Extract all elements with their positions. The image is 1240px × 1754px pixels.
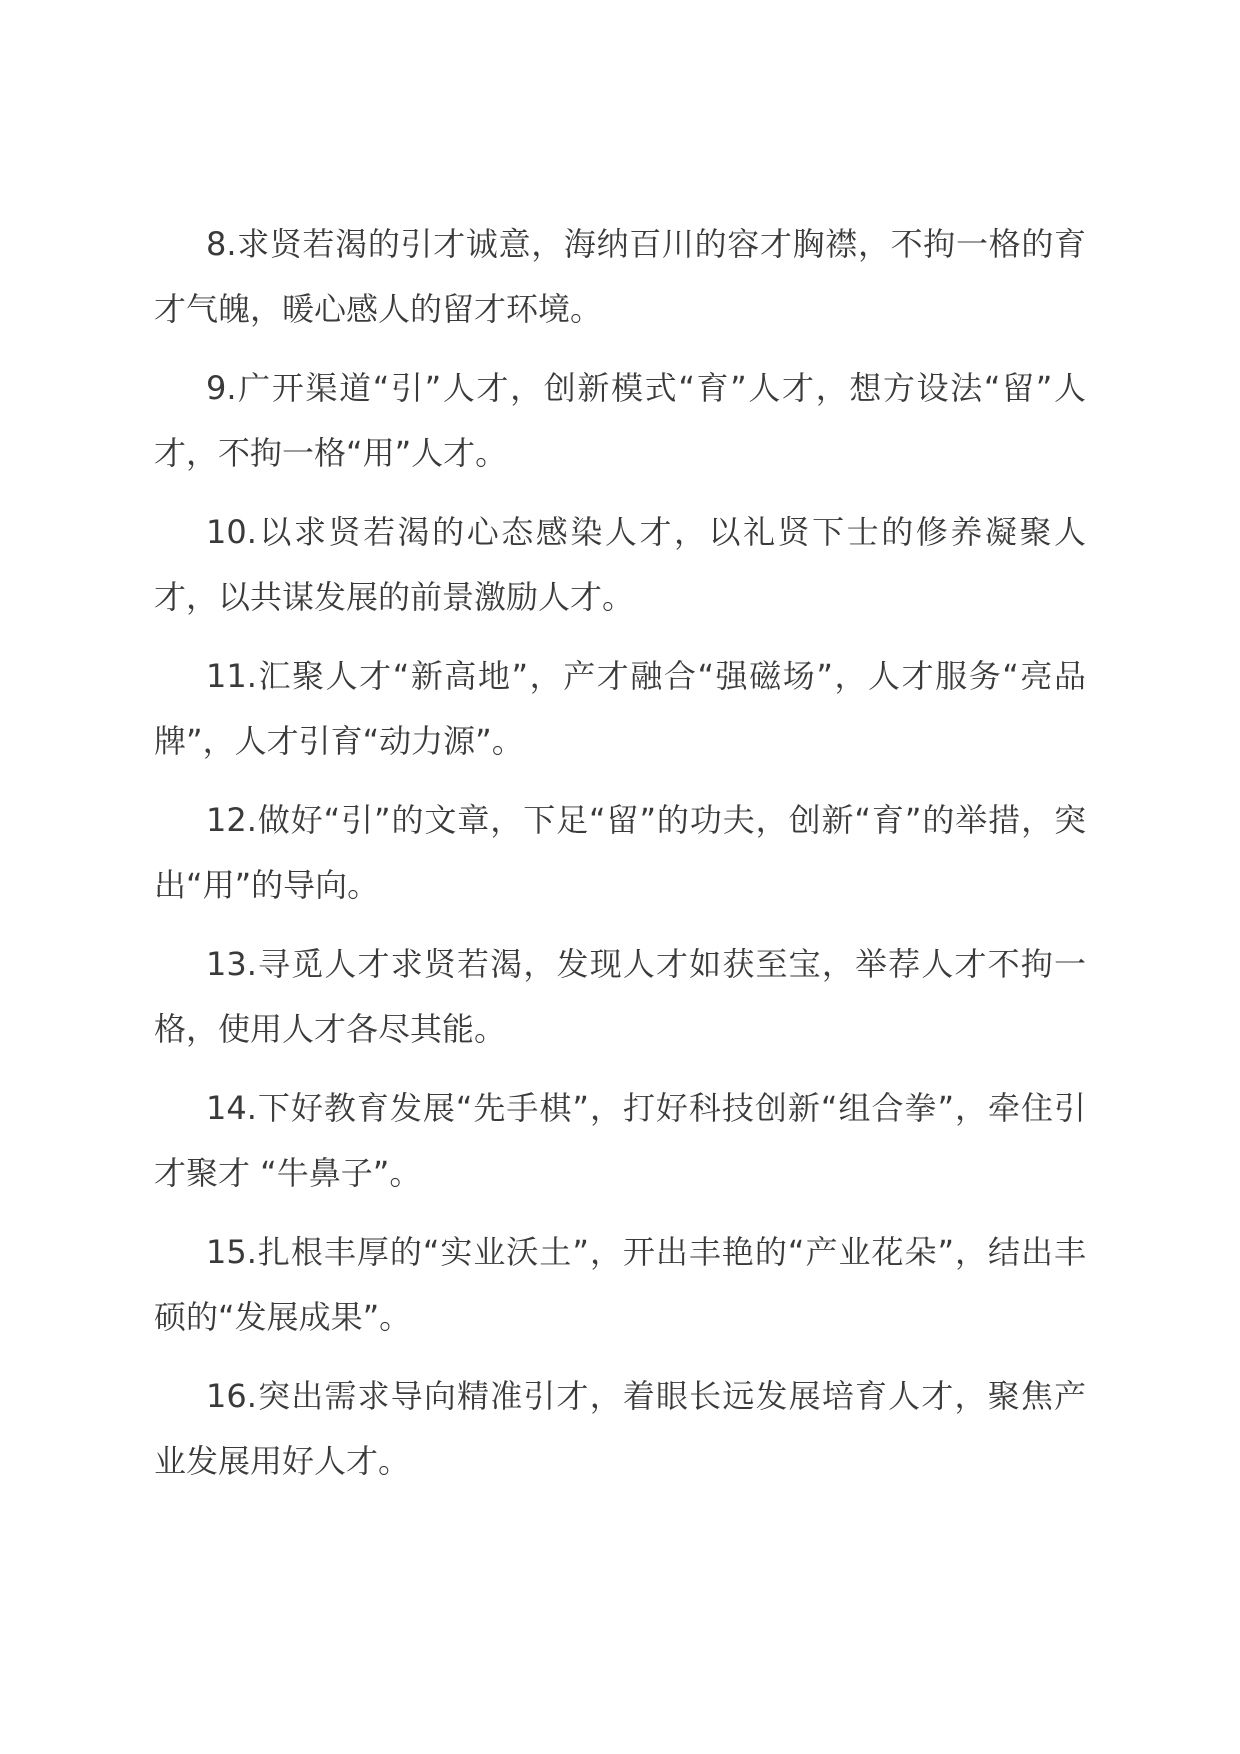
paragraph-10: 10.以求贤若渴的心态感染人才，以礼贤下士的修养凝聚人才，以共谋发展的前景激励人才。: [154, 513, 1086, 616]
paragraph-8: 8.求贤若渴的引才诚意，海纳百川的容才胸襟，不拘一格的育才气魄，暖心感人的留才环境。: [154, 225, 1086, 328]
paragraph-9: 9.广开渠道“引”人才，创新模式“育”人才，想方设法“留”人才，不拘一格“用”人才。: [154, 369, 1086, 472]
paragraph-15: 15.扎根丰厚的“实业沃土”，开出丰艳的“产业花朵”，结出丰硕的“发展成果”。: [154, 1233, 1086, 1336]
document-body: [154, 212, 1086, 1508]
paragraph-14: 14.下好教育发展“先手棋”，打好科技创新“组合拳”，牵住引才聚才 “牛鼻子”。: [154, 1089, 1086, 1192]
paragraph-16: 16.突出需求导向精准引才，着眼长远发展培育人才，聚焦产业发展用好人才。: [154, 1377, 1086, 1480]
paragraph-12: 12.做好“引”的文章，下足“留”的功夫，创新“育”的举措，突出“用”的导向。: [154, 801, 1086, 904]
paragraph-11: 11.汇聚人才“新高地”，产才融合“强磁场”，人才服务“亮品牌”，人才引育“动力源”。: [154, 657, 1086, 760]
paragraph-13: 13.寻觅人才求贤若渴，发现人才如获至宝，举荐人才不拘一格，使用人才各尽其能。: [154, 945, 1086, 1048]
